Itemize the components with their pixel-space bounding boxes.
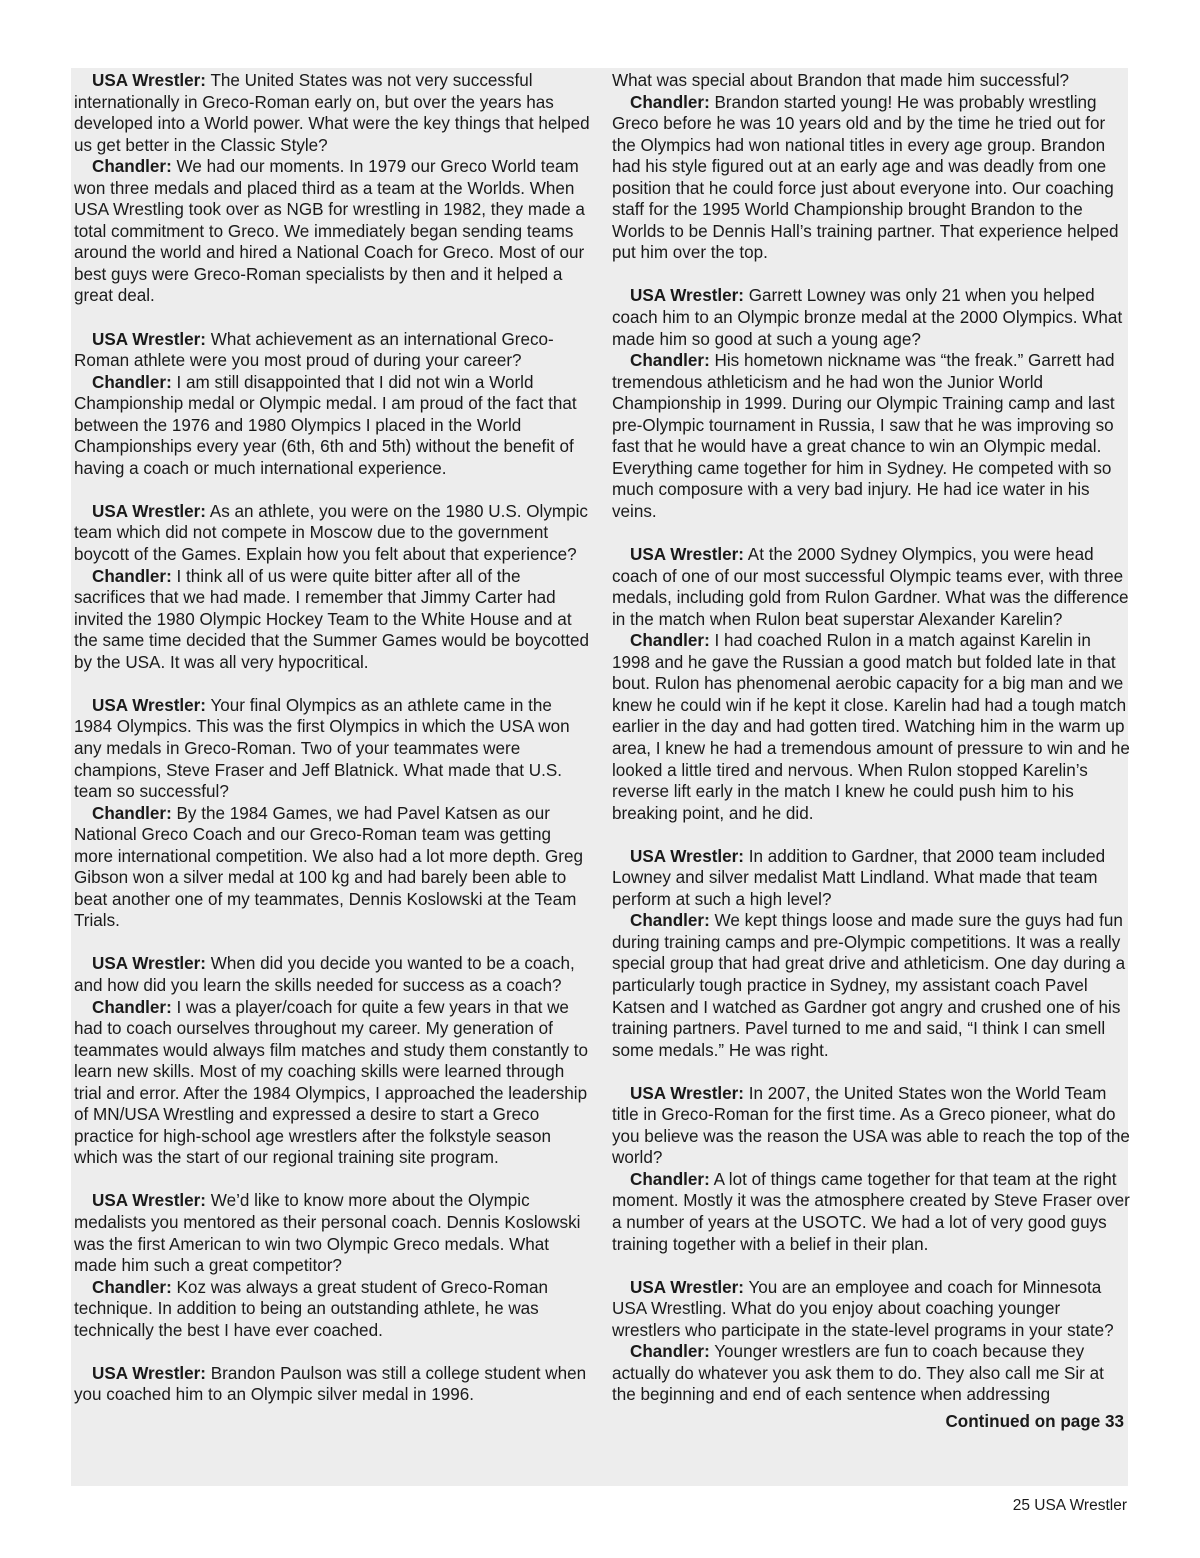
question-paragraph: USA Wrestler: When did you decide you wanted to be a coach, and how did you learn the skills needed for success as a coach? [74, 954, 575, 995]
answer-paragraph: Chandler: Younger wrestlers are fun to coach because they actually do whatever you ask them to do. They also call me Sir at the beginning and end of each sentence when addressing [612, 1342, 1104, 1405]
question-paragraph: USA Wrestler: As an athlete, you were on the 1980 U.S. Olympic team which did not compete in Moscow due to the government boycott of the Games. Explain how you felt about that experience? [74, 501, 588, 565]
continued-on-page-link[interactable]: Continued on page 33 [945, 1411, 1124, 1431]
answer-paragraph: Chandler: I am still disappointed that I did not win a World Championship medal or Olympic medal. I am proud of the fact that between the 1976 and 1980 Olympics I placed in the World Championships every year (6th, 6th and 5th) without the benefit of having a coach or much international experience. [74, 372, 577, 478]
question-paragraph: USA Wrestler: At the 2000 Sydney Olympics, you were head coach of one of our most successful Olympic teams ever, with three medals, including gold from Rulon Gardner. What was the difference in the match when Rulon beat superstar Alexander Karelin? [612, 545, 1129, 629]
question-paragraph: USA Wrestler: The United States was not very successful internationally in Greco-Roman early on, but over the years has developed into a World power. What were the key things that helped us get better in the Classic Style? [74, 71, 590, 155]
question-paragraph: USA Wrestler: We’d like to know more about the Olympic medalists you mentored as their personal coach. Dennis Koslowski was the first American to win two Olympic Greco medals. What made him such a great competitor? [74, 1191, 581, 1276]
answer-paragraph: Chandler: I had coached Rulon in a match against Karelin in 1998 and he gave the Russian a good match but folded late in that bout. Rulon has phenomenal aerobic capacity for a big man and we knew he could win if he kept it close. Karelin had had a tough match earlier in the day and had gotten tired. Watching him in the warm up area, I knew he had a tremendous amount of pressure to win and he looked a little tired and nervous. When Rulon stopped Karelin’s reverse lift early in the match I knew he could push him to his breaking point, and he did. [612, 631, 1130, 823]
question-paragraph: USA Wrestler: You are an employee and coach for Minnesota USA Wrestling. What do you enjoy about coaching younger wrestlers who participate in the state-level programs in your state? [612, 1277, 1114, 1340]
right-column [612, 70, 1132, 1432]
answer-paragraph: Chandler: I was a player/coach for quite a few years in that we had to coach ourselves throughout my career. My generation of teammates would always film matches and study them constantly to learn new skills. Most of my coaching skills were learned through trial and error. After the 1984 Olympics, I approached the leadership of MN/USA Wrestling and expressed a desire to start a Greco practice for high-school age wrestlers after the folkstyle season which was the start of our regional training site program. [74, 997, 588, 1168]
question-continuation: What was special about Brandon that made him successful? [612, 71, 1070, 90]
question-paragraph: USA Wrestler: In 2007, the United States won the World Team title in Greco-Roman for the first time. As a Greco pioneer, what do you believe was the reason the USA was able to reach the top of the world? [612, 1083, 1130, 1168]
question-paragraph: USA Wrestler: In addition to Gardner, that 2000 team included Lowney and silver medalist Matt Lindland. What made that team perform at such a high level? [612, 846, 1106, 909]
answer-paragraph: Chandler: His hometown nickname was “the freak.” Garrett had tremendous athleticism and he had won the Junior World Championship in 1999. During our Olympic Training camp and last pre-Olympic tournament in Russia, I saw that he was improving so fast that he would have a great chance to win an Olympic medal. Everything came together for him in Sydney. He competed with so much composure with a very bad injury. He had ice water in his veins. [612, 351, 1115, 521]
answer-paragraph: Chandler: Brandon started young! He was probably wrestling Greco before he was 10 years old and by the time he tried out for the Olympics had won national titles in every age group. Brandon had his style figured out at an early age and was deadly from one position that he could force just about everyone into. Our coaching staff for the 1995 World Championship brought Brandon to the Worlds to be Dennis Hall’s training partner. That experience helped put him over the top. [612, 92, 1119, 263]
answer-paragraph: Chandler: By the 1984 Games, we had Pavel Katsen as our National Greco Coach and our Greco-Roman team was getting more international competition. We also had a lot more depth. Greg Gibson won a silver medal at 100 kg and had barely been able to beat another one of my teammates, Dennis Koslowski at the Team Trials. [74, 803, 583, 931]
question-paragraph: USA Wrestler: Garrett Lowney was only 21 when you helped coach him to an Olympic bronze medal at the 2000 Olympics. What made him so good at such a young age? [612, 286, 1123, 349]
page-footer: 25 USA Wrestler [1012, 1497, 1127, 1514]
question-paragraph: USA Wrestler: What achievement as an international Greco-Roman athlete were you most proud of during your career? [74, 329, 554, 371]
answer-paragraph: Chandler: I think all of us were quite bitter after all of the sacrifices that we had made. I remember that Jimmy Carter had invited the 1980 Olympic Hockey Team to the White House and at the same time decided that the Summer Games would be boycotted by the USA. It was all very hypocritical. [74, 566, 589, 672]
question-paragraph: USA Wrestler: Your final Olympics as an athlete came in the 1984 Olympics. This was the first Olympics in which the USA won any medals in Greco-Roman. Two of your teammates were champions, Steve Fraser and Jeff Blatnick. What made that U.S. team so successful? [74, 695, 570, 802]
answer-paragraph: Chandler: We had our moments. In 1979 our Greco World team won three medals and placed third as a team at the Worlds. When USA Wrestling took over as NGB for wrestling in 1982, they made a total commitment to Greco. We immediately began sending teams around the world and hired a National Coach for Greco. Most of our best guys were Greco-Roman specialists by then and it helped a great deal. [74, 157, 585, 306]
left-column [74, 70, 590, 1406]
question-paragraph: USA Wrestler: Brandon Paulson was still a college student when you coached him to an Olympic silver medal in 1996. [74, 1363, 587, 1405]
answer-paragraph: Chandler: Koz was always a great student of Greco-Roman technique. In addition to being an outstanding athlete, he was technically the best I have ever coached. [74, 1277, 549, 1340]
answer-paragraph: Chandler: We kept things loose and made sure the guys had fun during training camps and pre-Olympic competitions. It was a really special group that had great drive and athleticism. One day during a particularly tough practice in Sydney, my assistant coach Pavel Katsen and I watched as Gardner got angry and crushed one of his training partners. Pavel turned to me and said, “I think I can smell some medals.” He was right. [612, 911, 1126, 1060]
answer-paragraph: Chandler: A lot of things came together for that team at the right moment. Mostly it was the atmosphere created by Steve Fraser over a number of years at the USOTC. We had a lot of very good guys training together with a belief in their plan. [612, 1169, 1130, 1254]
